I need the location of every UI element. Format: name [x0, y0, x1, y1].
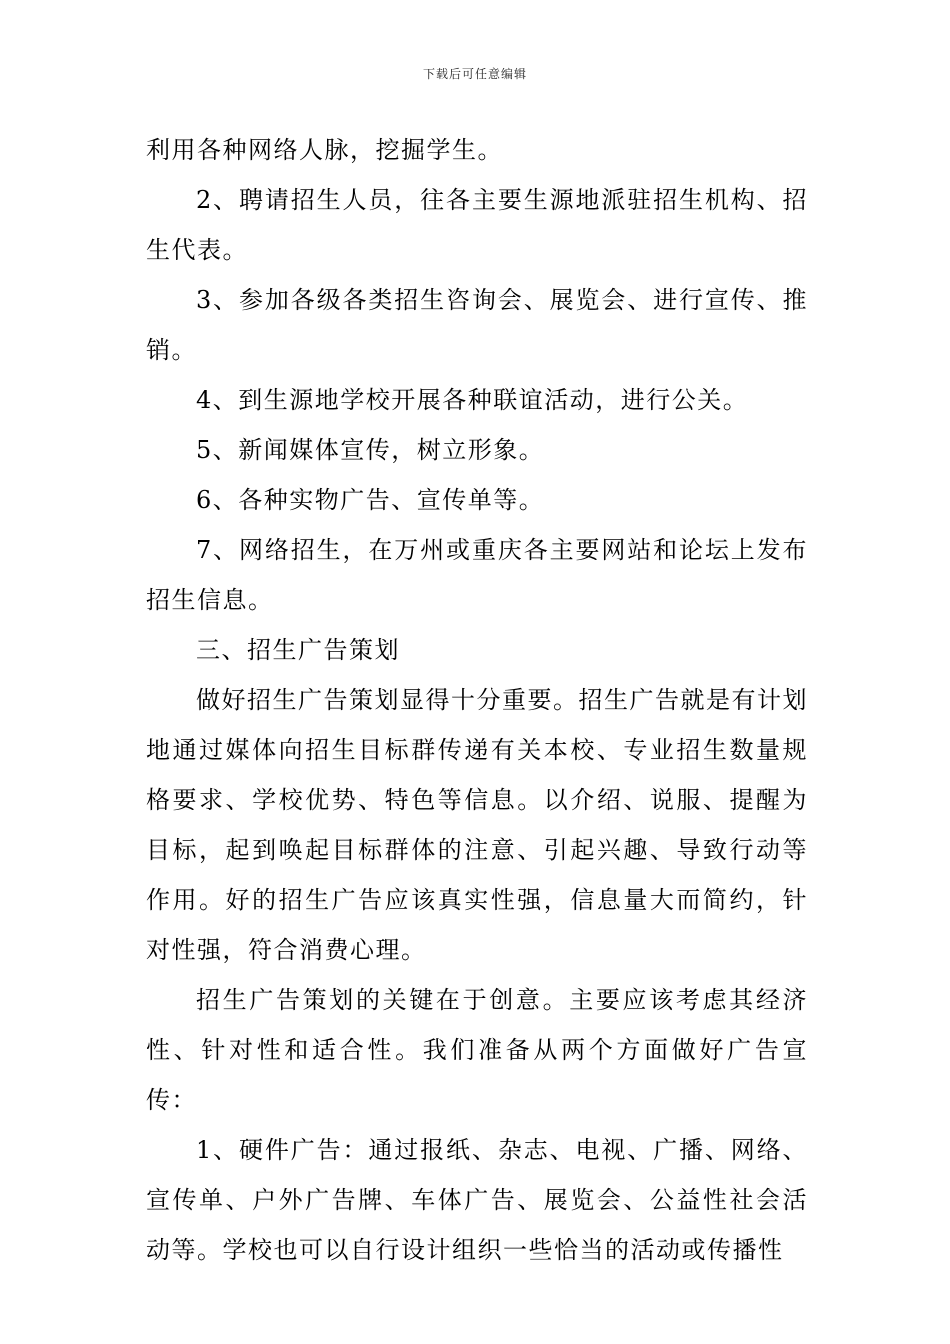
paragraph-3: 3、参加各级各类招生咨询会、展览会、进行宣传、推销。 [146, 286, 808, 364]
paragraph-5: 5、新闻媒体宣传，树立形象。 [196, 436, 545, 464]
document-body [146, 125, 808, 1275]
paragraph-1: 利用各种网络人脉，挖掘学生。 [146, 136, 503, 164]
paragraph-4: 4、到生源地学校开展各种联谊活动，进行公关。 [196, 386, 749, 414]
paragraph-10: 招生广告策划的关键在于创意。主要应该考虑其经济性、针对性和适合性。我们准备从两个方面做好广告宣传： [146, 986, 808, 1114]
paragraph-6: 6、各种实物广告、宣传单等。 [196, 486, 545, 514]
page-header: 下载后可任意编辑 [422, 67, 527, 81]
paragraph-11: 1、硬件广告：通过报纸、杂志、电视、广播、网络、宣传单、户外广告牌、车体广告、展览会、公益性社会活动等。学校也可以自行设计组织一些恰当的活动或传播性 [146, 1136, 808, 1264]
paragraph-7: 7、网络招生，在万州或重庆各主要网站和论坛上发布招生信息。 [146, 536, 808, 614]
paragraph-9: 做好招生广告策划显得十分重要。招生广告就是有计划地通过媒体向招生目标群传递有关本校、专业招生数量规格要求、学校优势、特色等信息。以介绍、说服、提醒为目标，起到唤起目标群体的注意、引起兴趣、导致行动等作用。好的招生广告应该真实性强，信息量大而简约，针对性强，符合消费心理。 [146, 686, 808, 964]
paragraph-2: 2、聘请招生人员，往各主要生源地派驻招生机构、招生代表。 [146, 186, 808, 264]
section-heading: 三、招生广告策划 [196, 636, 400, 664]
